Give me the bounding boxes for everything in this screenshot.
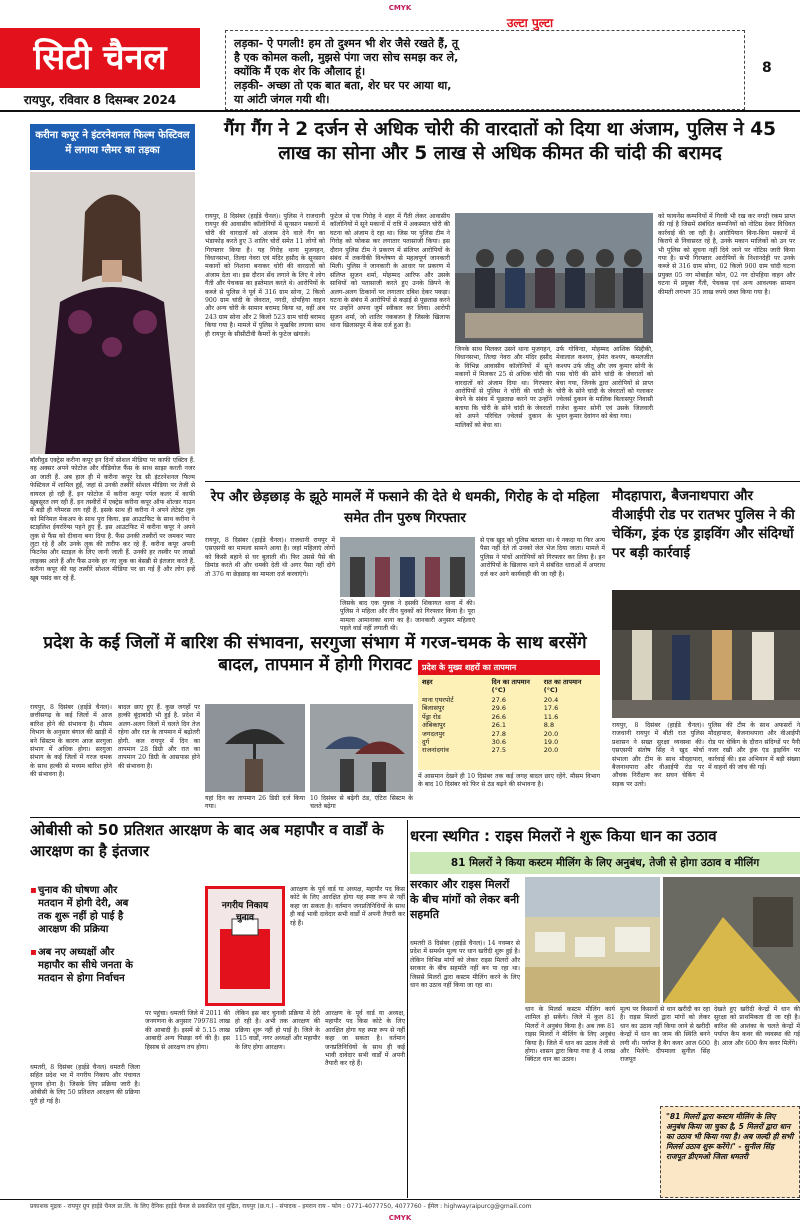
page-number: 8 xyxy=(762,60,772,76)
sarkar-headline: सरकार और राइस मिलरों के बीच मांगों को लेकर बनी सहमति xyxy=(410,878,520,921)
election-label: नगरीय निकाय चुनाव xyxy=(221,901,269,923)
cell-day: 26.1 xyxy=(491,721,507,730)
cmyk-mark-top: CMYK xyxy=(388,4,412,12)
divider xyxy=(30,817,800,818)
cell-city: जगदलपुर xyxy=(422,729,445,738)
table-row xyxy=(418,738,600,746)
cell-night: 11.6 xyxy=(543,712,559,721)
cell-city: दुर्ग xyxy=(422,738,430,747)
rape-headline: रेप और छेड़छाड़ के झूठे मामलें में फसाने की देते थे धमकी, गिरोह के दो महिला समेत तीन पुरुष गिरफ्तार xyxy=(210,489,600,526)
table-row xyxy=(418,696,600,704)
cell-city: पेंड्रा रोड xyxy=(422,712,441,721)
cell-day: 27.8 xyxy=(491,729,507,738)
divider xyxy=(205,481,800,482)
dharna-headline: धरना स्थगित : राइस मिलरों ने शुरू किया धान का उठाव xyxy=(410,827,717,845)
rain-photo-1 xyxy=(205,704,305,792)
rape-col-3: से एक खुद को पुलिस बताता था। ये नकदा या फिर अन्य पैसा नहीं देते तो उनको जेल भेज दिया जाता। मामले में पुलिस ने पांचों आरोपियों को गिरफ्तार कर लिया है। इन आरोपियों के खिलाफ थाने में संबंधित धाराओं में अपराध दर्ज कर आगे कार्यवाही की जा रही है। xyxy=(480,537,605,578)
dmo-quote: "81 मिलरों द्वारा कस्टम मीलिंग के लिए अनुबंध किया जा चुका है, 5 मिलरों द्वारा धान का उठाव भी किया गया है। अब जल्दी ही सभी मिलर्स उठाव शुरू करेंगे।" - सुनील सिंह राजपूत डीएमओ जिला धमतरी xyxy=(660,1106,800,1198)
cell-city: माना एयरपोर्ट xyxy=(422,696,454,704)
rain-col-3: में आसमान देखने ही 10 दिसंबर तक कई जगह बादल छाए रहेंगे. मौसम विभाग के बाद 10 दिसंबर को फिर से ठंड बढ़ने की संभावना है। xyxy=(418,773,600,789)
lead-col-5: को फायनेंस कम्पनियों में गिरवी भी रख कर नगदी रकम प्राप्त की गई है जिसमें संबंधित कम्पनियों को नोटिस देकर विधिवत कार्रवाई की जा रही है। आरोपियान बिना-बिना मकानों में किराये से निवासरत रहे है, उनके मकान मालिकों को उन पर भी पुलिस को सूचना नहीं दिये जाने पर नोटिस जारी किया गया है। सभी गिरफ्तार आरोपियों के निशानदेही पर उनके कब्जे से 316 ग्राम सोना, 02 किलो 900 ग्राम चांदी घटना प्रयुक्त 05 नग मोबाईल फोन, 02 नग दोपहिया वाहन और घटना में प्रयुक्त गैंती, पेचकस एवं अन्य आवश्यक सामान कीमती लगभग 35 लाख रुपये जब्त किया गया है। xyxy=(658,213,795,296)
cell-city: अंबिकापुर xyxy=(422,721,446,730)
checking-headline: मौदहापारा, बैजनाथपारा और वीआईपी रोड पर रातभर पुलिस ने की चेकिंग, ड्रंक एंड ड्राइविंग और संदिग्धों पर बड़ी कार्रवाई xyxy=(612,488,795,561)
obc-highlights xyxy=(30,884,140,1060)
cell-night: 17.6 xyxy=(543,704,559,713)
obc-bullet: ▪ अब नए अध्यक्षों और महापौर का सीधे जनता के मतदान से होगा निर्वाचन xyxy=(30,946,140,985)
rain-photo-2 xyxy=(310,704,413,792)
obc-bullet: ▪ चुनाव की घोषणा और मतदान में होगी देरी, अब तक शुरू नहीं हो पाई है आरक्षण की प्रक्रिया xyxy=(30,884,140,936)
table-row xyxy=(418,704,600,712)
rain-caption-2: 10 दिसंबर से बढ़ेगी ठंड, एंटिरा सिस्टम के चलते बढ़ेगा xyxy=(310,795,413,811)
masthead-title: सिटी चैनल xyxy=(0,28,200,88)
cell-night: 8.8 xyxy=(543,721,555,730)
checking-col-1: रायपुर, 8 दिसंबर (हाईडे चैनल)। राजधानी रायपुर में बीती रात पुलिस प्रशासन ने सख्त सुरक्षा व्यवस्था की। एसएसपी संतोष सिंह ने खुद मोर्चा संभाला और टीम के साथ मौदहापारा, बैजनाथपारा और वीआईपी रोड पर औचक निरीक्षण कर सघन चेकिंग में सड़क पर उतरे। xyxy=(612,722,704,788)
paddy-photo-2 xyxy=(663,877,800,1003)
cell-day: 29.6 xyxy=(491,704,507,713)
joke-line: लड़का- ऐ पगली! हम तो दुश्मन भी शेर जैसे रखते हैं, तू xyxy=(234,37,459,50)
rain-col-2: बादल छाए हुए हैं. कुछ जगहों पर हल्की बूंदाबांदी भी हुई है. प्रदेश में अलग-अलग जिलों में चलते दिन तेज रहेगा और रात के तापमान में बढ़ोतरी होगी. कल रायपुर में दिन का तापमान 28 डिग्री और रात का तापमान 20 डिग्री के आसपास होने की संभावना है। xyxy=(118,704,200,770)
header-night: रात का तापमान (°C) xyxy=(543,678,582,694)
dharna-col-1: धमतरी 8 दिसंबर (हाईडे चैनल)। 14 नवम्बर से प्रदेश में समर्थन मूल्य पर धान खरीदी शुरू हुई है। लेकिन विभिन्न मांगों को लेकर राइस मिलरों और सरकार के बीच सहमति नहीं बन पा रहा था। जिससे मिलरों द्वारा कस्टम मीलिंग करने के लिए धान का उठाव नहीं किया जा रहा था। xyxy=(410,940,520,990)
joke-line: है एक कोमल कली, मुझसे पंगा जरा सोच समझ कर ले, xyxy=(234,51,459,64)
obc-col-2: पर पहुंचा। धमतरी जिले में 2011 की जनगणना के अनुसार 799781 लाख की आबादी है। इसमें से 5.15 लाख आबादी अन्य पिछड़ा वर्ग की है। इस हिसाब से आरक्षण तय होगा। xyxy=(145,1010,230,1051)
table-row xyxy=(418,746,600,754)
cell-night: 19.0 xyxy=(543,738,559,747)
imprint-footer: प्रकाशक मुद्रक - रायपुर ग्रुप हाईडे चैनल प्रा.लि. के लिए दैनिक हाईडे चैनल से प्रकाशित एवं मुद्रित, रायपुर (छ.ग.) - संपादक - इमरान राय - फोन : 0771-4077750, 4077760 - ईमेल : highwayraipurcg@gmail.com xyxy=(0,1199,800,1213)
masthead-rule xyxy=(0,110,800,112)
joke-line: लड़की- अच्छा तो एक बात बता, शेर घर पर आया था, xyxy=(234,79,452,92)
dharna-col-3: मूल्य पर किसानों से धान खरीदी का रहा है। राइस मिलरों द्वारा मांगों को लेकर धान का उठाव नहीं किया जाने से खरीदी केन्द्रों में धान का जाम की स्थिति बनने लगी थी। पर्याप्त है बैग कवर आज 600 और मिलेंगे: दीपमाला सुनील सिंह राजपूत xyxy=(620,1006,710,1064)
vertical-divider xyxy=(407,820,408,1198)
lead-col-2: फुटेज से एक गिरोह ने शहर में गैंती लेकर आवासीय कॉलोनियों में सूने मकानों में रात्रि में अकस्मात चोरी की घटना को अंजाम दे रहा था। जिस पर पुलिस टीम ने गिरोह को फोकस कर लगातार पतासाजी किया। इस दौरान पुलिस टीम ने प्रकरण में संलिप्त आरोपियों के संबंध में तकनीकी विश्लेषण से महत्वपूर्ण जानकारी मिली। पुलिस ने जानकारी के आधार पर प्रकरण में संलिप्त सुजन शर्मा, मोहम्मद आरिफ और उसके साथियों को पतासाजी करते हुए उनके छिपने के अलग-अलग ठिकानों पर लगातार दबिश देकर पकड़ा। घटना के संबंध में आरोपियों से कड़ाई से पूछताछ करने पर उन्होंने अपना जुर्म स्वीकार कर लिया। आरोपी सुजन शर्मा, जो शातिर नकबजन है जिसके खिलाफ थाना खिलासपुर में केस दर्ज हुआ है। xyxy=(330,213,450,330)
table-row xyxy=(418,713,600,721)
cell-day: 30.6 xyxy=(491,738,507,747)
obc-col-4: आरक्षण के पूर्व वार्ड या अध्यक्ष, महापौर पद किस कोटे के लिए आरक्षित होगा यह स्पष्ट रूप से नहीं कहा जा सकता है। वर्तमान जनप्रतिनिधियों के साथ ही कई भावी दावेदार सभी वार्डों में अपनी तैयारी कर रहे हैं। xyxy=(325,1010,405,1068)
joke-title: उल्टा पुल्टा xyxy=(506,16,554,30)
checking-col-2: पुलिस की टीम के साथ अफसरों ने मौदहापारा, बैजनाथपारा और वीआईपी रोड पर चेकिंग के दौरान संदिग्धों पर पैनी नजर रखी और ड्रंक एंड ड्राइविंग पर कार्रवाई की। इस अभियान में बड़ी संख्या में वाहनों की जांच की गई। xyxy=(708,722,800,772)
cell-city: राजनांदगांव xyxy=(422,746,449,755)
cell-night: 20.4 xyxy=(543,696,559,704)
lead-col-3: जिनके साथ मिलकर उसने थाना मुजगहन, विधानसभा, तिल्दा नेवरा और मंदिर हसौद के विभिन्न आवासीय कॉलोनियों में सूने मकानों में मिलकर 25 से अधिक चोरी की वारदातों को अंजाम दिया था। गिरफ्तार आरोपियों से पुलिस ने चोरी की चांदी के बेचने के संबंध में पूछताछ करने पर उन्होंने बताया कि चोरी के सोने चांदी के जेवरातों को अपने परिचित ज्वेलर्स दुकान के मालिकों को बेचा था। xyxy=(455,346,552,429)
dharna-col-2: धान के मिलर्स कस्टम मीलिंग कार्य शामिल हो सकेंगे। जिले में कुल 81 मिलरों ने अनुबंध किया है। अब तक 81 राइस मिलरों ने मीलिंग के लिए अनुबंध किया है। जिले में धान का उठाव तेजी से होगा। शासन द्वारा किया गया है 4 लाख क्विंटल धान का उठाव। xyxy=(525,1006,615,1064)
joke-box xyxy=(225,30,745,110)
rape-col-1: रायपुर, 8 दिसंबर (हाईडे चैनल)। राजधानी रायपुर में एसएसपी का मामला सामने आया है। जहां महिलाएं लोगों को किसी बहाने से घर बुलाती थी। फिर उससे पैसे की डिमांड करते थी और धमकी देती थी अगर पैसा नहीं दोगे तो 376 या छेड़छाड़ का मामला दर्ज करवाएंगे। xyxy=(205,537,335,578)
rain-headline: प्रदेश के कई जिलों में बारिश की संभावना, सरगुजा संभाग में गरज-चमक के साथ बरसेंगे बादल, तापमान में होगी गिरावट xyxy=(43,633,587,675)
lead-photo xyxy=(455,213,653,343)
cell-night: 20.0 xyxy=(543,729,559,738)
cell-day: 27.5 xyxy=(491,746,507,755)
lead-headline: गैंग गैंग ने 2 दर्जन से अधिक चोरी की वारदातों को दिया था अंजाम, पुलिस ने 45 लाख का सोना और 5 लाख से अधिक कीमत की चांदी की बरामद xyxy=(223,119,777,164)
rape-col-2: जिसके बाद एक युवक ने इसकी शिकायत थाना में की। पुलिस ने महिला और तीन युवकों को गिरफ्तार किया है। पूरा मामला आमानाका थाना का है। जानकारी अनुसार महिलाएं पहले वार्ड नहीं लगाती थी। xyxy=(340,600,475,633)
joke-line: या आंटी जंगल गयी थी। xyxy=(234,93,330,106)
checking-photo xyxy=(612,590,800,718)
cmyk-mark-bottom: CMYK xyxy=(388,1214,412,1222)
rain-col-1: रायपुर, 8 दिसंबर (हाईडे चैनल)। छत्तीसगढ़ के कई जिलों में आज बारिश होने की संभावना है। मौसम विभाग के अनुसार बंगाल की खाड़ी में बने सिस्टम के कारण आज सरगुजा संभाग में अधिक होगा। सरगुजा संभाग के कई जिलों में गरज चमक के साथ हल्की से मध्यम बारिश होने की संभावना है। xyxy=(30,704,112,779)
obc-headline: ओबीसी को 50 प्रतिशत आरक्षण के बाद अब महापौर व वार्डों के आरक्षण का है इंतजार xyxy=(30,821,384,860)
lead-col-4: उर्फ गोविन्दा, मोहम्मद आशिक सिद्दीकी, मेवालाल कश्यप, हेमंत कश्यप, कमलजीत कश्यप उर्फ जीतू और जय कुमार सोनी के पास चोरी की सोने चांदी के जेवरातों को बेचा गया, जिनके द्वारा आरोपियों से प्राप्त चोरी के सोने चांदी के जेवरातों को गलाकर ज्वेलर्स दुकान के मालिक बिलासपुर निवासी राजेश कुमार सोनी एवं उसके जिलवारी भुवन कुमार देवांगन को बेचा गया। xyxy=(556,346,653,421)
kareena-body: बॉलीवुड एक्ट्रेस करीना कपूर इन दिनों सोशल मीडिया पर काफी एक्टिव हैं. वह अक्सर अपने फोटोज और वीडियोज फैंस के साथ साझा करती नजर आ जाती हैं. अब हाल ही में करीना कपूर रेड सी इंटरनेशनल फिल्म फेस्टिवल में शामिल हुईं, जहां से उनकी तस्वीरें सोशल मीडिया पर तेजी से वायरल हो रही हैं. इन फोटोज में करीना कपूर पर्पल कलर में काफी खूबसूरत लग रही हैं. इन तस्वीरों में एक्ट्रेस करीना कपूर ऑफ शोल्डर गाउन में बड़ी ही ग्लैमरस लग रही हैं. इसके साथ ही करीना ने अपने लेटेस्ट लुक को मिनिमल मेकअप के साथ पूरा किया. इस आउटफिट के साथ करीना ने स्टाइलिश ईयररिंग्स पहने हुए हैं. इस आउटफिट में करीना कपूर ने अपने लुक से फैंस को दीवाना बना दिया है. फैंस उनकी तस्वीरों पर जमकर प्यार लुटा रहे हैं और उनके लुक की तारीफ कर रहे हैं. करीना कपूर अपनी फिटनेस और स्टाइल के लिए जानी जाती हैं. उनकी हर तस्वीर पर लाखों लाइक्स आते हैं और फैंस उनके हर नए लुक का बेसब्री से इंतजार करते हैं. करीना कपूर की यह तस्वीरें सोशल मीडिया पर छा गई हैं और लोग इन्हें खूब पसंद कर रहे हैं. xyxy=(30,457,195,582)
paddy-photo-1 xyxy=(525,877,660,1003)
joke-line: क्योंकि मैं एक शेर कि औलाद हूं। xyxy=(234,65,366,78)
dharna-subhead: 81 मिलरों ने किया कस्टम मीलिंग के लिए अनुबंध, तेजी से होगा उठाव व मीलिंग xyxy=(410,852,800,874)
temperature-table xyxy=(418,660,600,770)
temperature-table-header xyxy=(418,675,600,696)
masthead-date: रायपुर, रविवार 8 दिसम्बर 2024 xyxy=(23,93,177,107)
cell-day: 26.6 xyxy=(491,712,507,721)
rain-caption-1: यहां दिन का तापमान 26 डिग्री दर्ज किया गया। xyxy=(205,795,305,811)
cell-night: 20.0 xyxy=(543,746,559,755)
dharna-col-4: देखते हुए खरीदी केन्द्रों में धान की सुरक्षा को प्राथमिकता दी जा रही है। बारिश की आशंका के चलते केन्द्रों में पर्याप्त कैप कवर की व्यवस्था की गई है। आज और 600 कैप कवर मिलेंगे। xyxy=(714,1006,800,1047)
kareena-headline: करीना कपूर ने इंटरनेशनल फिल्म फेस्टिवल में लगाया ग्लैमर का तड़का xyxy=(30,124,195,170)
temperature-table-title: प्रदेश के मुख्य शहरों का तापमान xyxy=(418,660,600,675)
obc-col-1: धमतरी, 8 दिसंबर (हाईडे चैनल) धमतरी जिला सहित प्रदेश भर में नगरीय निकाय और पंचायत चुनाव होना है। जिसके लिए प्रक्रिया जारी है। ओबीसी के लिए 50 प्रतिशत आरक्षण की प्रक्रिया पूरी हो गई है। xyxy=(30,1064,140,1105)
cell-day: 27.6 xyxy=(491,696,507,704)
header-city: शहर xyxy=(422,678,433,686)
lead-col-1: रायपुर, 8 दिसंबर (हाईडे चैनल)। पुलिस ने राजधानी रायपुर की आवासीय कॉलोनियों में सूनसान मकानों में चोरी की वारदातों को अंजाम देने वाले गैंग का भंडाफोड़ करते हुए 3 शातिर चोरों समेत 11 लोगों को गिरफ्तार किया है। यह गिरोह थाना मुजगहन, विधानसभा, तिल्दा नेवरा एवं मंदिर हसौद के सूनसान मकानों को निशाना बनाकर चोरी की वारदातों को अंजाम देता था। इस दौरान सेंध लगाने के लिए ये लोग गैंती और पेचकस का इस्तेमाल करते थे। आरोपियों के कब्जे से पुलिस ने पूर्व में 316 ग्राम सोना, 2 किलो 900 ग्राम चांदी के जेवरात, नगदी, दोपहिया वाहन और अन्य चोरी के सामान बरामद किया था, वहीं अब 243 ग्राम सोना और 2 किलो 523 ग्राम चांदी बरामद किया गया है। मामले में पुलिस ने मुखबिर लगाया साथ ही रायपुर के सीसीटीवी कैमरों के फुटेज खंगाले। xyxy=(205,213,325,338)
table-row xyxy=(418,730,600,738)
obc-col-4-top: आरक्षण के पूर्व वार्ड या अध्यक्ष, महापौर पद किस कोटे के लिए आरक्षित होगा यह स्पष्ट रूप से नहीं कहा जा सकता है। वर्तमान जनप्रतिनिधियों के साथ ही कई भावी दावेदार सभी वार्डों में अपनी तैयारी कर रहे हैं। xyxy=(290,886,405,927)
obc-col-3: लेकिन इस बार चुनावी प्रक्रिया में देरी हो रही है। अभी तक आरक्षण की प्रक्रिया शुरू नहीं हो पाई है। जिले के 115 वार्डों, नगर अध्यक्षों और महापौर के लिए होगा आरक्षण। xyxy=(235,1010,320,1051)
cell-city: बिलासपुर xyxy=(422,704,445,713)
rape-photo xyxy=(340,537,475,597)
header-day: दिन का तापमान (°C) xyxy=(491,678,530,694)
table-row xyxy=(418,721,600,729)
kareena-photo xyxy=(30,172,195,454)
